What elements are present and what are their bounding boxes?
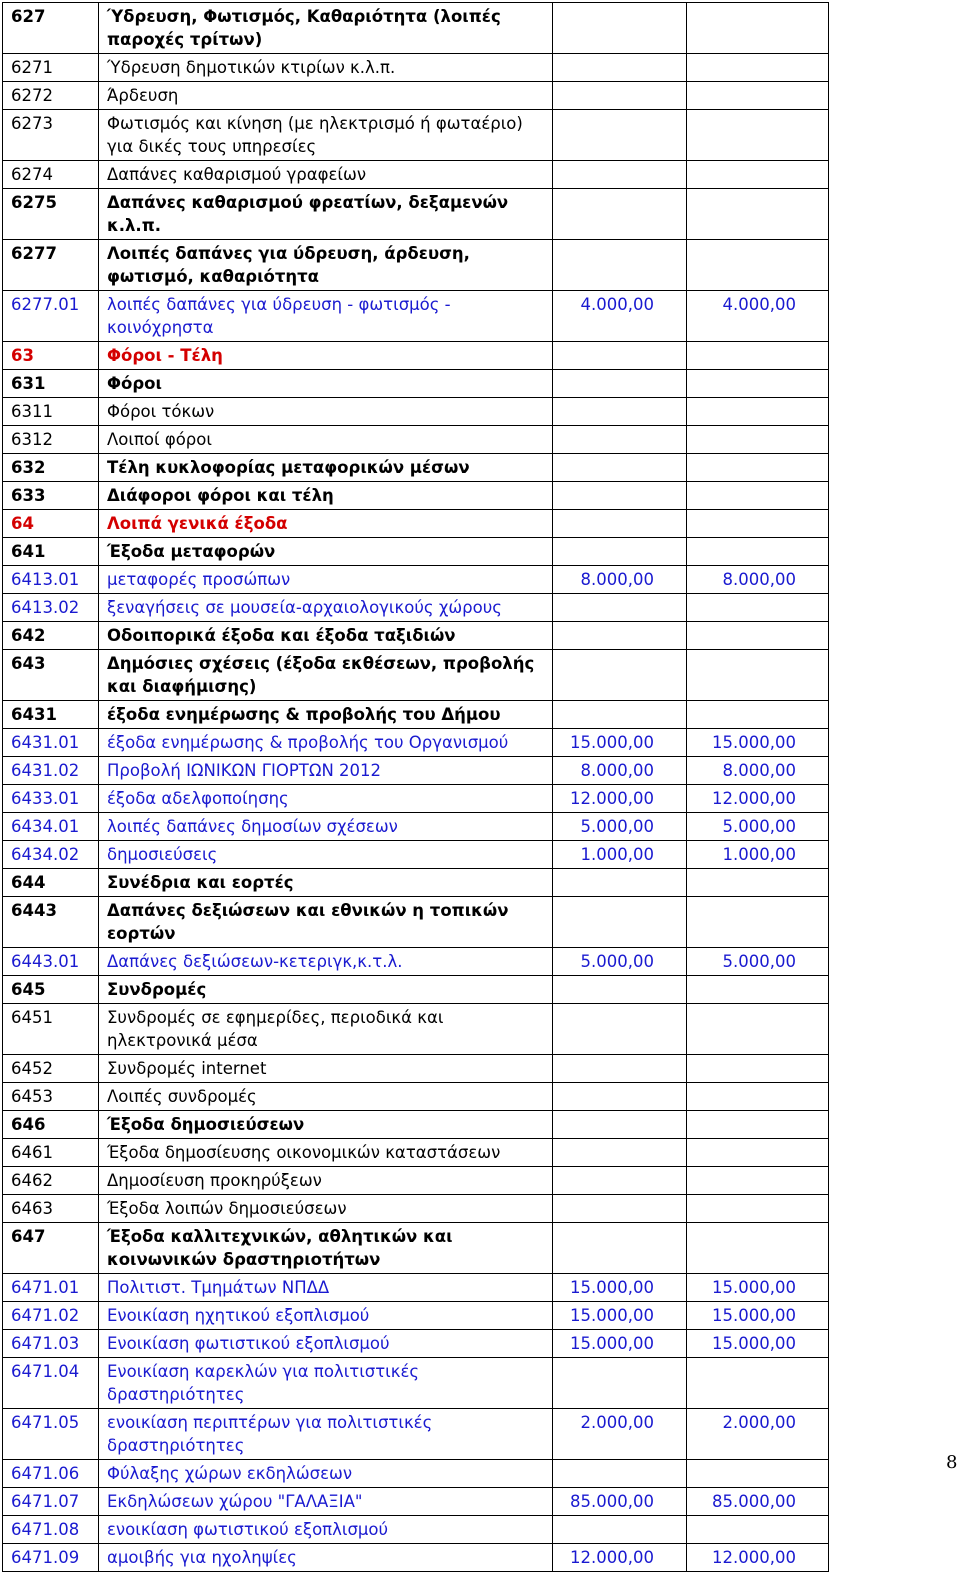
account-code: 633 [3,482,99,510]
account-code: 6277 [3,240,99,291]
amount-2 [687,342,829,370]
amount-2: 15.000,00 [687,729,829,757]
amount-1 [553,897,687,948]
table-row [3,1055,829,1083]
account-code: 6463 [3,1195,99,1223]
account-description: έξοδα ενημέρωσης & προβολής του Δήμου [99,701,553,729]
amount-2 [687,1055,829,1083]
amount-2: 8.000,00 [687,757,829,785]
table-row [3,538,829,566]
amount-2 [687,1139,829,1167]
account-code: 6413.02 [3,594,99,622]
table-row [3,3,829,54]
amount-2: 8.000,00 [687,566,829,594]
table-row [3,240,829,291]
account-description: δημοσιεύσεις [99,841,553,869]
table-row [3,454,829,482]
amount-1: 12.000,00 [553,785,687,813]
table-row [3,757,829,785]
amount-2 [687,398,829,426]
amount-2 [687,622,829,650]
table-row [3,510,829,538]
account-description: Λοιπές δαπάνες για ύδρευση, άρδευση, φωτισμό, καθαριότητα [99,240,553,291]
account-description: Τέλη κυκλοφορίας μεταφορικών μέσων [99,454,553,482]
amount-1 [553,1358,687,1409]
table-row [3,1516,829,1544]
amount-1 [553,82,687,110]
account-description: Διάφοροι φόροι και τέλη [99,482,553,510]
account-code: 6274 [3,161,99,189]
account-code: 6273 [3,110,99,161]
amount-1 [553,869,687,897]
account-description: Λοιπά γενικά έξοδα [99,510,553,538]
amount-2 [687,1195,829,1223]
amount-2 [687,650,829,701]
account-description: μεταφορές προσώπων [99,566,553,594]
account-code: 642 [3,622,99,650]
amount-1: 12.000,00 [553,1544,687,1572]
account-description: Συνδρομές σε εφημερίδες, περιοδικά και ηλεκτρονικά μέσα [99,1004,553,1055]
amount-1 [553,1004,687,1055]
amount-1 [553,426,687,454]
account-code: 6471.03 [3,1330,99,1358]
account-code: 63 [3,342,99,370]
amount-2 [687,189,829,240]
account-code: 6471.09 [3,1544,99,1572]
account-description: Δαπάνες δεξιώσεων και εθνικών η τοπικών εορτών [99,897,553,948]
table-row [3,82,829,110]
amount-1 [553,54,687,82]
account-description: ξεναγήσεις σε μουσεία-αρχαιολογικούς χώρους [99,594,553,622]
amount-2 [687,1083,829,1111]
table-row [3,841,829,869]
account-description: Φωτισμός και κίνηση (με ηλεκτρισμό ή φωταέριο) για δικές τους υπηρεσίες [99,110,553,161]
amount-2 [687,161,829,189]
amount-2: 15.000,00 [687,1274,829,1302]
amount-1 [553,3,687,54]
account-code: 6431 [3,701,99,729]
account-code: 64 [3,510,99,538]
account-code: 6431.01 [3,729,99,757]
amount-2 [687,1358,829,1409]
account-description: Φύλαξης χώρων εκδηλώσεων [99,1460,553,1488]
table-row [3,398,829,426]
amount-1: 4.000,00 [553,291,687,342]
table-row [3,1111,829,1139]
account-code: 6471.01 [3,1274,99,1302]
account-description: Οδοιπορικά έξοδα και έξοδα ταξιδιών [99,622,553,650]
amount-1 [553,650,687,701]
amount-2 [687,510,829,538]
account-description: Ύδρευση, Φωτισμός, Καθαριότητα (λοιπές παροχές τρίτων) [99,3,553,54]
table-row [3,650,829,701]
table-row [3,342,829,370]
table-row [3,813,829,841]
account-code: 6471.06 [3,1460,99,1488]
amount-1: 15.000,00 [553,1274,687,1302]
table-row [3,976,829,1004]
table-row [3,370,829,398]
amount-1 [553,1195,687,1223]
account-code: 6453 [3,1083,99,1111]
account-description: Ενοικίαση ηχητικού εξοπλισμού [99,1302,553,1330]
table-row [3,729,829,757]
amount-1: 85.000,00 [553,1488,687,1516]
table-row [3,785,829,813]
amount-1 [553,976,687,1004]
table-row [3,54,829,82]
amount-1 [553,701,687,729]
amount-2 [687,482,829,510]
account-description: Εκδηλώσεων χώρου "ΓΑΛΑΞΙΑ" [99,1488,553,1516]
account-description: Έξοδα καλλιτεχνικών, αθλητικών και κοινωνικών δραστηριοτήτων [99,1223,553,1274]
amount-2 [687,3,829,54]
amount-2: 1.000,00 [687,841,829,869]
account-description: Συνδρομές internet [99,1055,553,1083]
amount-1 [553,110,687,161]
account-description: Ενοικίαση καρεκλών για πολιτιστικές δραστηριότητες [99,1358,553,1409]
amount-1 [553,510,687,538]
amount-1 [553,398,687,426]
table-row [3,110,829,161]
table-row [3,1358,829,1409]
account-description: αμοιβής για ηχοληψίες [99,1544,553,1572]
account-description: ενοικίαση περιπτέρων για πολιτιστικές δραστηριότητες [99,1409,553,1460]
account-code: 631 [3,370,99,398]
amount-1 [553,454,687,482]
amount-1 [553,161,687,189]
amount-2: 15.000,00 [687,1330,829,1358]
account-description: Συνδρομές [99,976,553,1004]
table-row [3,948,829,976]
table-row [3,161,829,189]
amount-1: 8.000,00 [553,566,687,594]
account-code: 6451 [3,1004,99,1055]
amount-2: 4.000,00 [687,291,829,342]
table-row [3,1544,829,1572]
amount-1: 5.000,00 [553,948,687,976]
account-code: 6443 [3,897,99,948]
amount-1 [553,594,687,622]
table-row [3,1302,829,1330]
table-row [3,1274,829,1302]
amount-1 [553,1460,687,1488]
account-code: 627 [3,3,99,54]
account-code: 647 [3,1223,99,1274]
account-description: Δημόσιες σχέσεις (έξοδα εκθέσεων, προβολής και διαφήμισης) [99,650,553,701]
table-row [3,897,829,948]
table-row [3,1195,829,1223]
amount-1: 15.000,00 [553,729,687,757]
amount-1: 15.000,00 [553,1330,687,1358]
table-row [3,482,829,510]
account-code: 6471.07 [3,1488,99,1516]
amount-2 [687,370,829,398]
account-code: 6471.08 [3,1516,99,1544]
table-row [3,1139,829,1167]
amount-2: 2.000,00 [687,1409,829,1460]
table-row [3,1223,829,1274]
account-description: ενοικίαση φωτιστικού εξοπλισμού [99,1516,553,1544]
account-code: 6277.01 [3,291,99,342]
amount-2 [687,897,829,948]
account-code: 6275 [3,189,99,240]
table-row [3,594,829,622]
amount-1: 2.000,00 [553,1409,687,1460]
account-description: Φόροι τόκων [99,398,553,426]
amount-1: 5.000,00 [553,813,687,841]
amount-1: 15.000,00 [553,1302,687,1330]
amount-1 [553,1223,687,1274]
account-code: 6461 [3,1139,99,1167]
amount-2: 15.000,00 [687,1302,829,1330]
amount-2 [687,110,829,161]
table-row [3,1004,829,1055]
account-code: 6462 [3,1167,99,1195]
amount-2 [687,426,829,454]
amount-1 [553,189,687,240]
account-description: έξοδα αδελφοποίησης [99,785,553,813]
amount-2 [687,594,829,622]
table-row [3,701,829,729]
amount-2 [687,1460,829,1488]
amount-2 [687,869,829,897]
account-description: Άρδευση [99,82,553,110]
account-code: 6272 [3,82,99,110]
account-code: 6413.01 [3,566,99,594]
amount-1 [553,1516,687,1544]
amount-1 [553,370,687,398]
amount-1 [553,1055,687,1083]
page-number: 8 [946,1452,958,1473]
amount-2: 5.000,00 [687,948,829,976]
account-code: 6471.05 [3,1409,99,1460]
account-code: 644 [3,869,99,897]
account-description: Φόροι [99,370,553,398]
account-code: 643 [3,650,99,701]
amount-1: 8.000,00 [553,757,687,785]
account-description: Δαπάνες καθαρισμού φρεατίων, δεξαμενών κ.λ.π. [99,189,553,240]
account-description: Έξοδα μεταφορών [99,538,553,566]
account-description: λοιπές δαπάνες δημοσίων σχέσεων [99,813,553,841]
table-row [3,1083,829,1111]
account-description: Προβολή ΙΩΝΙΚΩΝ ΓΙΟΡΤΩΝ 2012 [99,757,553,785]
account-code: 6471.04 [3,1358,99,1409]
account-description: Ύδρευση δημοτικών κτιρίων κ.λ.π. [99,54,553,82]
account-description: λοιπές δαπάνες για ύδρευση - φωτισμός - κοινόχρηστα [99,291,553,342]
table-row [3,189,829,240]
amount-2 [687,1516,829,1544]
account-description: Έξοδα δημοσίευσης οικονομικών καταστάσεων [99,1139,553,1167]
account-description: έξοδα ενημέρωσης & προβολής του Οργανισμού [99,729,553,757]
account-description: Δαπάνες καθαρισμού γραφείων [99,161,553,189]
amount-2: 5.000,00 [687,813,829,841]
amount-1 [553,240,687,291]
amount-2 [687,1167,829,1195]
table-row [3,1330,829,1358]
table-row [3,1488,829,1516]
table-row [3,1409,829,1460]
amount-2 [687,1111,829,1139]
amount-2 [687,82,829,110]
account-code: 6434.01 [3,813,99,841]
amount-1 [553,622,687,650]
account-description: Συνέδρια και εορτές [99,869,553,897]
budget-table [2,2,829,1572]
amount-1 [553,482,687,510]
amount-1 [553,1167,687,1195]
account-code: 6311 [3,398,99,426]
amount-1 [553,1139,687,1167]
account-code: 6452 [3,1055,99,1083]
table-row [3,1460,829,1488]
amount-1 [553,1083,687,1111]
account-description: Έξοδα δημοσιεύσεων [99,1111,553,1139]
account-code: 641 [3,538,99,566]
account-code: 646 [3,1111,99,1139]
amount-2 [687,1223,829,1274]
account-code: 6471.02 [3,1302,99,1330]
account-description: Δημοσίευση προκηρύξεων [99,1167,553,1195]
account-description: Λοιπές συνδρομές [99,1083,553,1111]
amount-2 [687,1004,829,1055]
table-row [3,566,829,594]
account-code: 6271 [3,54,99,82]
amount-2 [687,240,829,291]
account-description: Δαπάνες δεξιώσεων-κετεριγκ,κ.τ.λ. [99,948,553,976]
amount-2 [687,454,829,482]
account-description: Έξοδα λοιπών δημοσιεύσεων [99,1195,553,1223]
account-description: Ενοικίαση φωτιστικού εξοπλισμού [99,1330,553,1358]
account-code: 6312 [3,426,99,454]
table-row [3,291,829,342]
amount-1 [553,1111,687,1139]
amount-2: 12.000,00 [687,1544,829,1572]
amount-2 [687,54,829,82]
account-code: 632 [3,454,99,482]
amount-2 [687,538,829,566]
table-row [3,1167,829,1195]
account-description: Φόροι - Τέλη [99,342,553,370]
account-description: Λοιποί φόροι [99,426,553,454]
account-code: 645 [3,976,99,1004]
table-row [3,622,829,650]
account-code: 6443.01 [3,948,99,976]
amount-1 [553,342,687,370]
account-code: 6434.02 [3,841,99,869]
table-row [3,426,829,454]
amount-1: 1.000,00 [553,841,687,869]
amount-2 [687,976,829,1004]
account-code: 6433.01 [3,785,99,813]
account-description: Πολιτιστ. Τμημάτων ΝΠΔΔ [99,1274,553,1302]
budget-table-body [3,3,829,1572]
amount-2: 12.000,00 [687,785,829,813]
amount-2: 85.000,00 [687,1488,829,1516]
amount-1 [553,538,687,566]
account-code: 6431.02 [3,757,99,785]
amount-2 [687,701,829,729]
table-row [3,869,829,897]
